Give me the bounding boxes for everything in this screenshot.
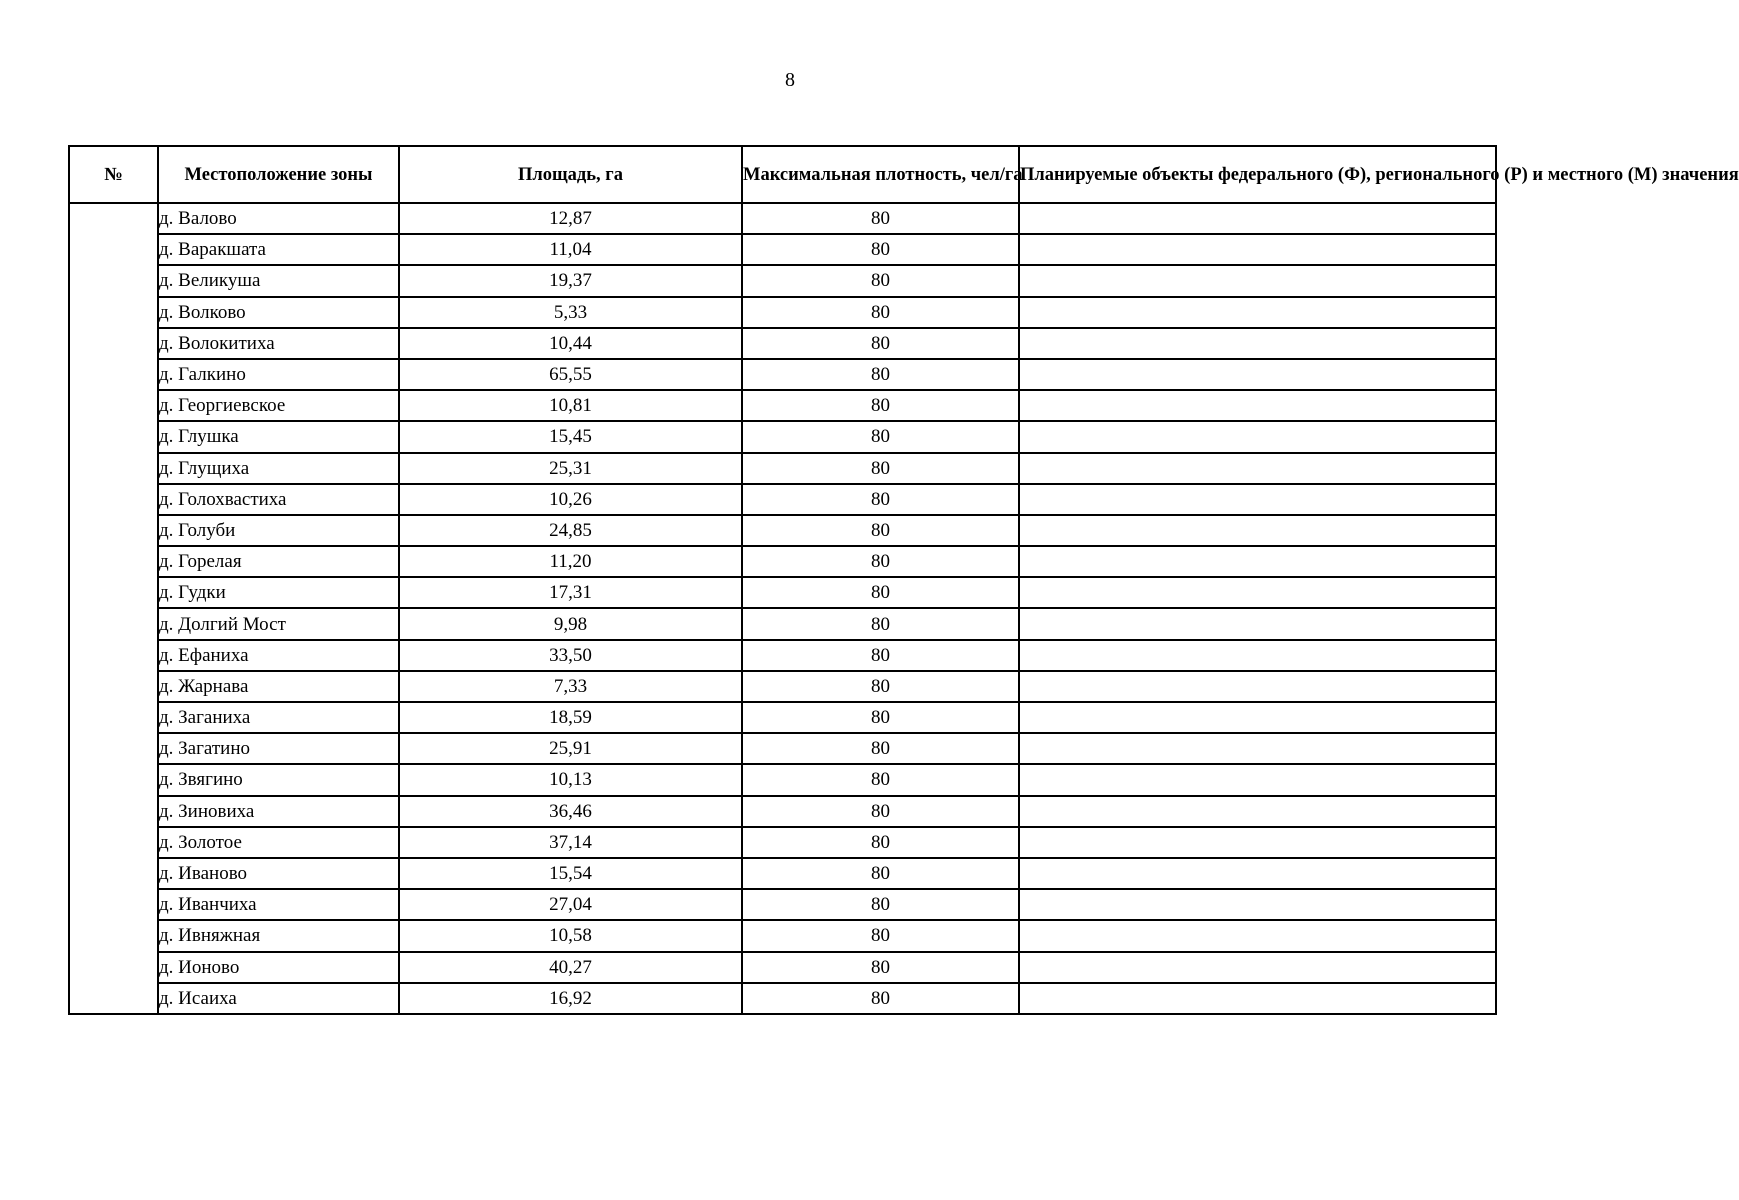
cell-area: 11,04 [399,234,742,265]
cell-area: 10,81 [399,390,742,421]
cell-density: 80 [742,858,1019,889]
cell-location: д. Долгий Мост [158,608,399,639]
cell-density: 80 [742,640,1019,671]
cell-location: д. Ефаниха [158,640,399,671]
cell-area: 24,85 [399,515,742,546]
cell-objects [1019,671,1496,702]
cell-area: 40,27 [399,952,742,983]
cell-objects [1019,484,1496,515]
cell-objects [1019,827,1496,858]
cell-density: 80 [742,515,1019,546]
table-row [69,453,1496,484]
header-density: Максимальная плотность, чел/га [742,146,1019,203]
cell-density: 80 [742,265,1019,296]
cell-objects [1019,421,1496,452]
cell-density: 80 [742,234,1019,265]
cell-density: 80 [742,203,1019,234]
table-row [69,515,1496,546]
table-row [69,983,1496,1014]
cell-density: 80 [742,889,1019,920]
cell-area: 12,87 [399,203,742,234]
cell-area: 19,37 [399,265,742,296]
cell-objects [1019,764,1496,795]
cell-objects [1019,546,1496,577]
cell-density: 80 [742,297,1019,328]
cell-location: д. Глушка [158,421,399,452]
header-objects: Планируемые объекты федерального (Ф), регионального (Р) и местного (М) значения [1019,146,1496,203]
table-row [69,827,1496,858]
cell-location: д. Загатино [158,733,399,764]
cell-area: 16,92 [399,983,742,1014]
page-number: 8 [785,69,795,91]
cell-area: 36,46 [399,796,742,827]
table-row [69,671,1496,702]
cell-density: 80 [742,390,1019,421]
cell-location: д. Варакшата [158,234,399,265]
cell-number [69,203,158,1014]
cell-density: 80 [742,796,1019,827]
cell-objects [1019,920,1496,951]
cell-location: д. Зиновиха [158,796,399,827]
cell-location: д. Волокитиха [158,328,399,359]
cell-location: д. Ивняжная [158,920,399,951]
cell-area: 27,04 [399,889,742,920]
cell-area: 37,14 [399,827,742,858]
table-body [69,203,1496,1014]
cell-area: 33,50 [399,640,742,671]
cell-area: 9,98 [399,608,742,639]
cell-location: д. Звягино [158,764,399,795]
cell-area: 25,31 [399,453,742,484]
cell-location: д. Жарнава [158,671,399,702]
cell-location: д. Георгиевское [158,390,399,421]
cell-objects [1019,390,1496,421]
cell-objects [1019,515,1496,546]
cell-density: 80 [742,733,1019,764]
cell-density: 80 [742,608,1019,639]
cell-area: 15,45 [399,421,742,452]
cell-density: 80 [742,359,1019,390]
table-row [69,608,1496,639]
cell-objects [1019,858,1496,889]
cell-area: 7,33 [399,671,742,702]
cell-objects [1019,297,1496,328]
cell-objects [1019,328,1496,359]
cell-location: д. Заганиха [158,702,399,733]
cell-area: 10,13 [399,764,742,795]
table-row [69,702,1496,733]
header-location: Местоположение зоны [158,146,399,203]
cell-area: 5,33 [399,297,742,328]
table-row [69,796,1496,827]
cell-location: д. Гудки [158,577,399,608]
cell-density: 80 [742,671,1019,702]
table-row [69,390,1496,421]
header-number: № [69,146,158,203]
cell-area: 18,59 [399,702,742,733]
cell-density: 80 [742,952,1019,983]
cell-objects [1019,702,1496,733]
table-row [69,328,1496,359]
cell-objects [1019,608,1496,639]
table-row [69,265,1496,296]
table-row [69,640,1496,671]
cell-objects [1019,453,1496,484]
cell-area: 10,44 [399,328,742,359]
cell-area: 11,20 [399,546,742,577]
cell-density: 80 [742,983,1019,1014]
cell-location: д. Иваново [158,858,399,889]
cell-area: 25,91 [399,733,742,764]
cell-density: 80 [742,453,1019,484]
cell-location: д. Голохвастиха [158,484,399,515]
cell-area: 15,54 [399,858,742,889]
cell-density: 80 [742,702,1019,733]
cell-density: 80 [742,546,1019,577]
cell-objects [1019,983,1496,1014]
cell-location: д. Валово [158,203,399,234]
table-row [69,577,1496,608]
cell-location: д. Галкино [158,359,399,390]
cell-objects [1019,234,1496,265]
cell-density: 80 [742,484,1019,515]
table-row [69,920,1496,951]
cell-location: д. Исаиха [158,983,399,1014]
cell-location: д. Великуша [158,265,399,296]
cell-area: 17,31 [399,577,742,608]
cell-objects [1019,952,1496,983]
table-header-row [69,146,1496,203]
cell-objects [1019,265,1496,296]
cell-location: д. Золотое [158,827,399,858]
table-row [69,203,1496,234]
cell-location: д. Волково [158,297,399,328]
cell-location: д. Голуби [158,515,399,546]
cell-objects [1019,640,1496,671]
cell-location: д. Иванчиха [158,889,399,920]
table-row [69,952,1496,983]
cell-area: 65,55 [399,359,742,390]
table-row [69,234,1496,265]
cell-objects [1019,889,1496,920]
cell-objects [1019,359,1496,390]
cell-density: 80 [742,764,1019,795]
cell-density: 80 [742,577,1019,608]
table-row [69,733,1496,764]
table-row [69,297,1496,328]
header-area: Площадь, га [399,146,742,203]
cell-objects [1019,796,1496,827]
cell-objects [1019,577,1496,608]
cell-density: 80 [742,920,1019,951]
cell-density: 80 [742,328,1019,359]
zones-table [68,145,1739,1015]
table-row [69,546,1496,577]
cell-density: 80 [742,421,1019,452]
cell-objects [1019,203,1496,234]
table-row [69,359,1496,390]
table-row [69,889,1496,920]
table-row [69,484,1496,515]
cell-location: д. Ионово [158,952,399,983]
cell-objects [1019,733,1496,764]
table-row [69,764,1496,795]
cell-location: д. Глущиха [158,453,399,484]
cell-location: д. Горелая [158,546,399,577]
cell-area: 10,26 [399,484,742,515]
cell-density: 80 [742,827,1019,858]
cell-area: 10,58 [399,920,742,951]
table-row [69,858,1496,889]
table-row [69,421,1496,452]
